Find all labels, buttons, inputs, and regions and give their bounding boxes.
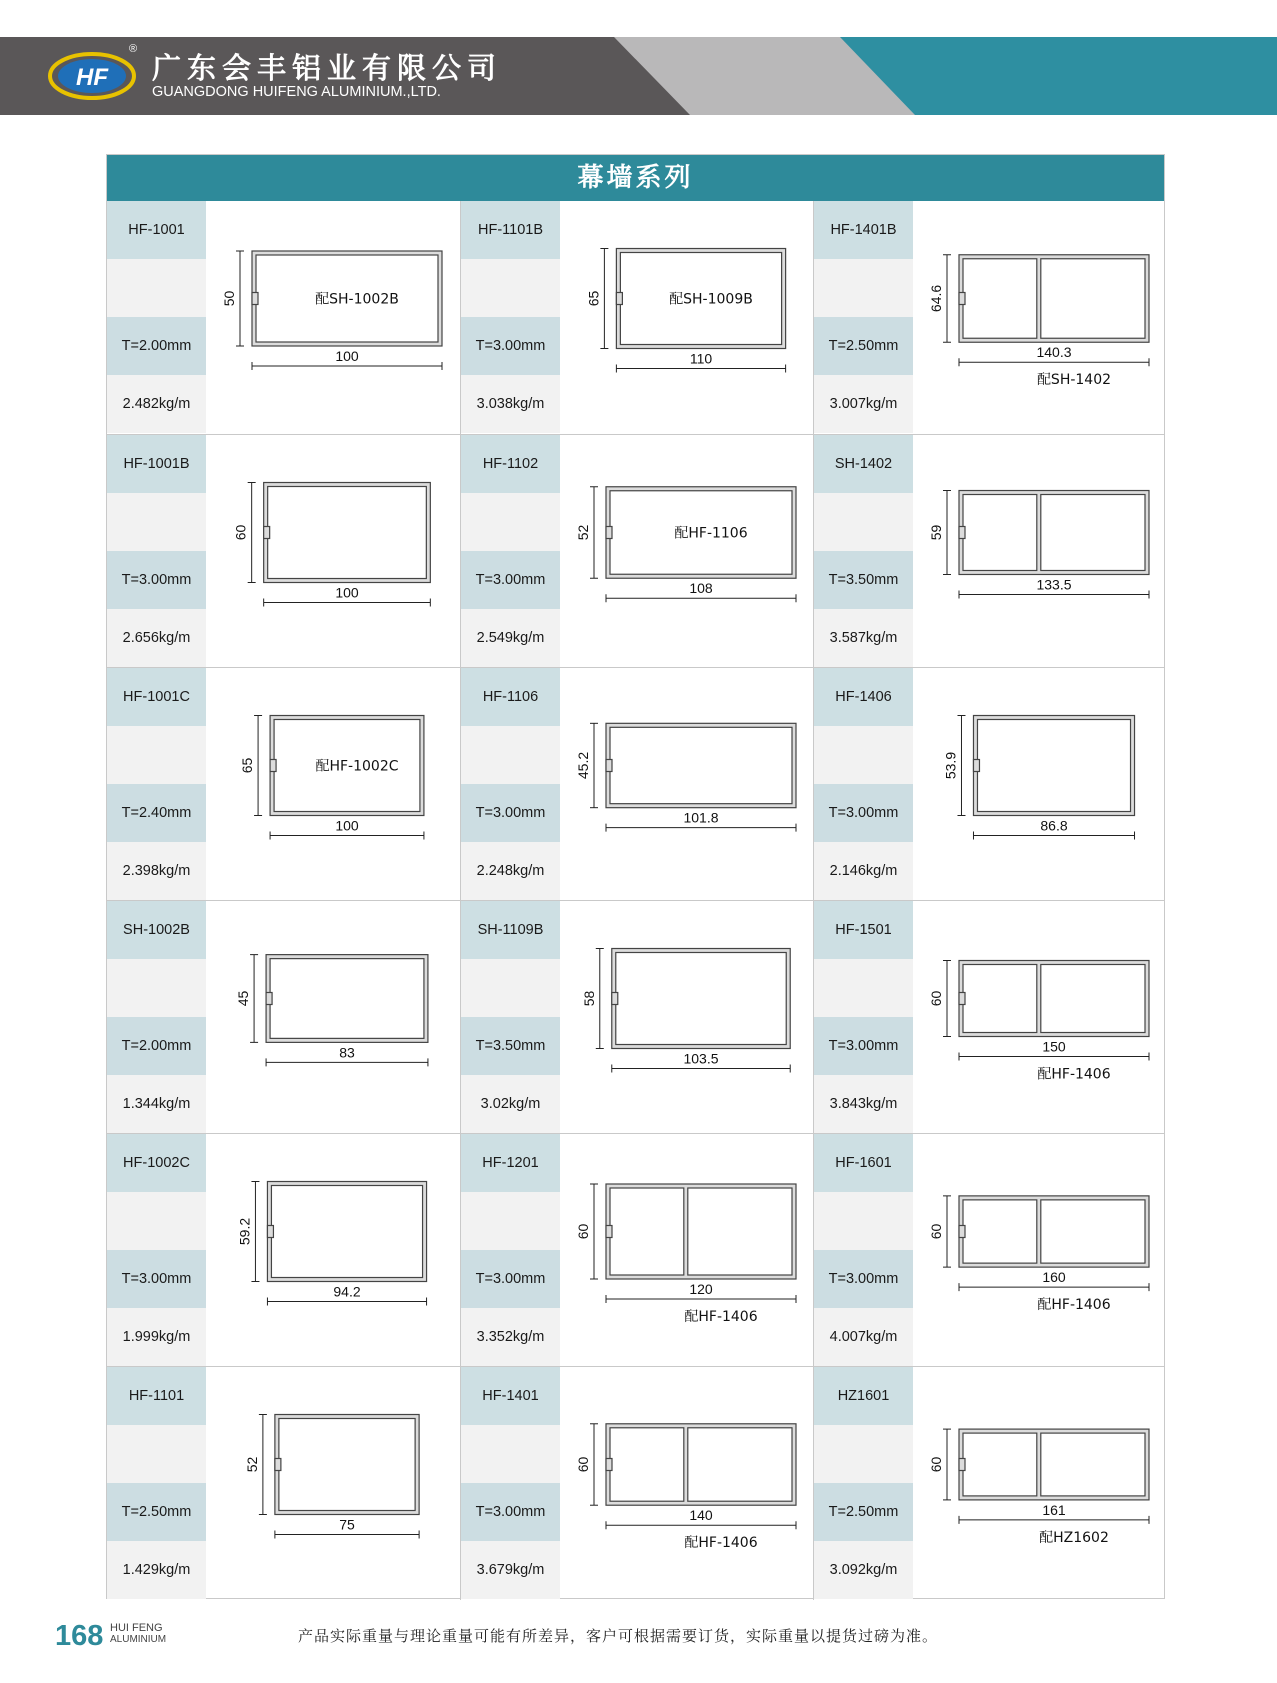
profile-drawing xyxy=(560,201,813,434)
product-code: HF-1001 xyxy=(107,201,206,259)
product-code: HZ1601 xyxy=(814,1367,913,1425)
catalog-row xyxy=(107,900,1164,1133)
width-dimension-label: 100 xyxy=(335,584,359,601)
catalog-row xyxy=(107,1133,1164,1366)
pairing-note: 配HF-1406 xyxy=(1037,1297,1111,1314)
profile-drawing xyxy=(560,1367,813,1600)
product-info xyxy=(814,668,913,901)
catalog-row xyxy=(107,667,1164,900)
product-info xyxy=(107,668,206,901)
height-dimension-label: 60 xyxy=(928,1223,944,1240)
width-dimension-label: 101.8 xyxy=(683,809,719,826)
info-spacer xyxy=(107,493,206,551)
product-weight: 3.843kg/m xyxy=(814,1075,913,1133)
profile-drawing xyxy=(560,1134,813,1367)
product-weight: 3.352kg/m xyxy=(461,1308,560,1366)
product-weight: 2.549kg/m xyxy=(461,609,560,667)
profile-drawing-svg xyxy=(913,668,1166,901)
profile-drawing xyxy=(206,1367,459,1600)
product-info xyxy=(814,1134,913,1367)
info-spacer xyxy=(814,726,913,784)
profile-drawing xyxy=(206,1134,459,1367)
pairing-note: 配SH-1402 xyxy=(1036,372,1112,389)
profile-chamber xyxy=(610,1428,684,1501)
footer-brand-line1: HUI FENG xyxy=(110,1622,163,1634)
height-dimension-label: 58 xyxy=(580,990,597,1007)
info-spacer xyxy=(461,959,560,1017)
profile-notch xyxy=(266,993,272,1005)
profile-drawing-svg xyxy=(913,901,1166,1134)
profile-notch xyxy=(275,1459,281,1471)
product-weight: 2.656kg/m xyxy=(107,609,206,667)
product-thickness: T=2.40mm xyxy=(107,784,206,842)
profile-notch xyxy=(606,760,612,772)
product-cell xyxy=(813,901,1166,1134)
product-cell xyxy=(813,435,1166,668)
product-cell xyxy=(460,201,813,434)
info-spacer xyxy=(461,1192,560,1250)
height-dimension-label: 60 xyxy=(928,990,944,1007)
product-weight: 1.344kg/m xyxy=(107,1075,206,1133)
product-weight: 2.146kg/m xyxy=(814,842,913,900)
product-cell xyxy=(107,901,459,1134)
product-thickness: T=2.50mm xyxy=(814,1483,913,1541)
profile-drawing-svg xyxy=(560,1134,813,1367)
profile-chamber xyxy=(963,1433,1037,1496)
height-dimension-label: 60 xyxy=(575,1456,591,1473)
info-spacer xyxy=(461,259,560,317)
profile-notch xyxy=(959,1459,965,1471)
product-info xyxy=(461,1134,560,1367)
width-dimension-label: 75 xyxy=(339,1516,355,1533)
product-info xyxy=(461,201,560,434)
height-dimension-label: 60 xyxy=(928,1456,944,1473)
product-thickness: T=3.00mm xyxy=(461,551,560,609)
width-dimension-label: 94.2 xyxy=(333,1283,361,1300)
footer-disclaimer: 产品实际重量与理论重量可能有所差异，客户可根据需要订货，实际重量以提货过磅为准。 xyxy=(298,1627,939,1645)
catalog-row xyxy=(107,1366,1164,1599)
height-dimension-label: 65 xyxy=(585,290,602,307)
profile-drawing-svg xyxy=(206,1367,459,1600)
catalog-row xyxy=(107,201,1164,434)
product-thickness: T=3.00mm xyxy=(814,1250,913,1308)
profile-chamber xyxy=(1041,495,1145,571)
profile-drawing xyxy=(206,668,459,901)
product-thickness: T=2.50mm xyxy=(814,317,913,375)
product-cell xyxy=(460,901,813,1134)
product-thickness: T=3.00mm xyxy=(107,551,206,609)
product-code: HF-1101B xyxy=(461,201,560,259)
height-dimension-label: 60 xyxy=(575,1223,591,1240)
width-dimension-label: 120 xyxy=(689,1281,713,1297)
profile-notch xyxy=(959,527,965,539)
profile-notch xyxy=(612,993,618,1005)
profile-chamber xyxy=(963,259,1037,338)
product-info xyxy=(814,435,913,668)
width-dimension-label: 100 xyxy=(335,348,359,364)
product-thickness: T=3.00mm xyxy=(461,1483,560,1541)
profile-drawing xyxy=(560,901,813,1134)
profile-chamber xyxy=(610,727,792,803)
profile-drawing-svg xyxy=(560,435,813,668)
profile-drawing-svg xyxy=(560,668,813,901)
width-dimension-label: 103.5 xyxy=(683,1050,719,1067)
profile-drawing-svg xyxy=(913,1134,1166,1367)
info-spacer xyxy=(814,259,913,317)
profile-drawing xyxy=(560,435,813,668)
catalog-row xyxy=(107,434,1164,667)
product-info xyxy=(107,1367,206,1600)
product-info xyxy=(107,435,206,668)
pairing-note: 配SH-1002B xyxy=(315,291,399,308)
info-spacer xyxy=(814,1425,913,1483)
profile-chamber xyxy=(279,1419,415,1511)
product-cell xyxy=(107,1367,459,1600)
profile-notch xyxy=(252,293,258,305)
width-dimension-label: 133.5 xyxy=(1036,576,1072,593)
profile-drawing xyxy=(206,435,459,668)
profile-drawing-svg xyxy=(206,1134,459,1367)
info-spacer xyxy=(107,1192,206,1250)
product-thickness: T=2.00mm xyxy=(107,317,206,375)
product-cell xyxy=(107,201,459,434)
product-code: HF-1601 xyxy=(814,1134,913,1192)
product-info xyxy=(107,201,206,434)
profile-drawing xyxy=(206,901,459,1134)
profile-notch xyxy=(959,293,965,305)
info-spacer xyxy=(461,1425,560,1483)
profile-drawing-svg xyxy=(560,901,813,1134)
product-code: SH-1109B xyxy=(461,901,560,959)
product-thickness: T=2.50mm xyxy=(107,1483,206,1541)
product-code: HF-1401B xyxy=(814,201,913,259)
profile-drawing-svg xyxy=(560,201,813,434)
profile-chamber xyxy=(610,1188,684,1275)
profile-chamber xyxy=(271,1186,422,1278)
company-name-cn: 广东会丰铝业有限公司 xyxy=(152,51,503,85)
profile-notch xyxy=(973,760,979,772)
info-spacer xyxy=(461,726,560,784)
info-spacer xyxy=(107,726,206,784)
profile-drawing xyxy=(913,901,1166,1134)
profile-notch xyxy=(959,1226,965,1238)
profile-notch xyxy=(267,1226,273,1238)
logo-text: HF xyxy=(76,64,108,91)
product-code: HF-1406 xyxy=(814,668,913,726)
profile-chamber xyxy=(688,1188,792,1275)
width-dimension-label: 150 xyxy=(1042,1038,1066,1055)
profile-drawing-svg xyxy=(206,668,459,901)
profile-chamber xyxy=(268,487,427,579)
product-weight: 3.038kg/m xyxy=(461,375,560,433)
profile-notch xyxy=(270,760,276,772)
profile-drawing-svg xyxy=(206,435,459,668)
pairing-note: 配HF-1406 xyxy=(684,1535,758,1552)
height-dimension-label: 52 xyxy=(575,524,591,541)
company-name-en: GUANGDONG HUIFENG ALUMINIUM.,LTD. xyxy=(152,84,441,100)
product-grid xyxy=(107,201,1164,1599)
product-cell xyxy=(107,435,459,668)
product-cell xyxy=(813,201,1166,434)
product-weight: 1.999kg/m xyxy=(107,1308,206,1366)
height-dimension-label: 59 xyxy=(928,524,944,541)
product-cell xyxy=(813,668,1166,901)
profile-chamber xyxy=(963,1200,1037,1263)
height-dimension-label: 64.6 xyxy=(928,284,944,313)
profile-chamber xyxy=(1041,1200,1145,1263)
height-dimension-label: 60 xyxy=(232,524,249,541)
product-code: HF-1201 xyxy=(461,1134,560,1192)
width-dimension-label: 140 xyxy=(689,1507,713,1524)
product-cell xyxy=(107,668,459,901)
product-code: SH-1002B xyxy=(107,901,206,959)
profile-drawing xyxy=(913,668,1166,901)
product-code: SH-1402 xyxy=(814,435,913,493)
profile-notch xyxy=(264,527,270,539)
product-weight: 2.398kg/m xyxy=(107,842,206,900)
profile-drawing xyxy=(206,201,459,434)
product-info xyxy=(461,901,560,1134)
profile-chamber xyxy=(616,953,786,1045)
width-dimension-label: 86.8 xyxy=(1040,817,1068,834)
profile-drawing xyxy=(913,435,1166,668)
profile-notch xyxy=(606,1459,612,1471)
profile-notch xyxy=(959,993,965,1005)
info-spacer xyxy=(461,493,560,551)
profile-notch xyxy=(606,1226,612,1238)
pairing-note: 配SH-1009B xyxy=(669,291,753,308)
profile-drawing xyxy=(913,1367,1166,1600)
product-code: HF-1501 xyxy=(814,901,913,959)
product-thickness: T=2.00mm xyxy=(107,1017,206,1075)
product-code: HF-1001C xyxy=(107,668,206,726)
profile-chamber xyxy=(963,965,1037,1033)
product-code: HF-1001B xyxy=(107,435,206,493)
height-dimension-label: 45.2 xyxy=(575,751,591,780)
profile-notch xyxy=(616,293,622,305)
product-code: HF-1101 xyxy=(107,1367,206,1425)
product-cell xyxy=(813,1367,1166,1600)
product-thickness: T=3.50mm xyxy=(461,1017,560,1075)
product-code: HF-1102 xyxy=(461,435,560,493)
profile-drawing-svg xyxy=(206,201,459,434)
profile-drawing-svg xyxy=(913,435,1166,668)
width-dimension-label: 161 xyxy=(1042,1501,1066,1518)
height-dimension-label: 52 xyxy=(243,1456,260,1473)
product-weight: 3.007kg/m xyxy=(814,375,913,433)
width-dimension-label: 140.3 xyxy=(1036,344,1072,361)
product-info xyxy=(461,435,560,668)
product-cell xyxy=(107,1134,459,1367)
info-spacer xyxy=(107,1425,206,1483)
profile-chamber xyxy=(688,1428,792,1501)
profile-drawing xyxy=(913,1134,1166,1367)
profile-drawing-svg xyxy=(913,1367,1166,1600)
profile-chamber xyxy=(1041,259,1145,338)
profile-chamber xyxy=(963,495,1037,571)
product-thickness: T=3.00mm xyxy=(814,1017,913,1075)
product-thickness: T=3.00mm xyxy=(814,784,913,842)
product-weight: 1.429kg/m xyxy=(107,1541,206,1599)
profile-drawing xyxy=(560,668,813,901)
product-info xyxy=(814,901,913,1134)
width-dimension-label: 83 xyxy=(339,1044,355,1061)
product-code: HF-1401 xyxy=(461,1367,560,1425)
product-weight: 3.092kg/m xyxy=(814,1541,913,1599)
product-weight: 3.02kg/m xyxy=(461,1075,560,1133)
product-thickness: T=3.00mm xyxy=(461,784,560,842)
pairing-note: 配HF-1106 xyxy=(674,525,748,542)
product-weight: 3.679kg/m xyxy=(461,1541,560,1599)
profile-notch xyxy=(606,527,612,539)
product-cell xyxy=(460,435,813,668)
profile-chamber xyxy=(270,959,424,1039)
product-thickness: T=3.00mm xyxy=(107,1250,206,1308)
profile-chamber xyxy=(977,720,1130,812)
product-cell xyxy=(460,1367,813,1600)
product-cell xyxy=(813,1134,1166,1367)
product-thickness: T=3.00mm xyxy=(461,1250,560,1308)
width-dimension-label: 100 xyxy=(335,817,359,834)
product-info xyxy=(814,201,913,434)
product-info xyxy=(107,1134,206,1367)
pairing-note: 配HF-1406 xyxy=(1037,1066,1111,1083)
product-weight: 2.248kg/m xyxy=(461,842,560,900)
info-spacer xyxy=(814,959,913,1017)
product-catalog xyxy=(106,154,1165,1599)
product-weight: 3.587kg/m xyxy=(814,609,913,667)
height-dimension-label: 65 xyxy=(239,757,256,774)
height-dimension-label: 45 xyxy=(235,990,252,1007)
product-thickness: T=3.50mm xyxy=(814,551,913,609)
product-code: HF-1106 xyxy=(461,668,560,726)
product-cell xyxy=(460,1134,813,1367)
product-code: HF-1002C xyxy=(107,1134,206,1192)
product-info xyxy=(461,668,560,901)
height-dimension-label: 59.2 xyxy=(236,1217,253,1246)
width-dimension-label: 108 xyxy=(689,580,713,597)
pairing-note: 配HF-1406 xyxy=(684,1309,758,1325)
profile-chamber xyxy=(1041,965,1145,1033)
company-logo-icon xyxy=(46,48,142,104)
product-cell xyxy=(460,668,813,901)
info-spacer xyxy=(814,1192,913,1250)
info-spacer xyxy=(107,259,206,317)
info-spacer xyxy=(814,493,913,551)
width-dimension-label: 110 xyxy=(689,350,713,367)
product-info xyxy=(107,901,206,1134)
pairing-note: 配HZ1602 xyxy=(1039,1529,1109,1546)
registered-mark: ® xyxy=(129,43,138,55)
profile-drawing-svg xyxy=(206,901,459,1134)
product-thickness: T=3.00mm xyxy=(461,317,560,375)
product-weight: 2.482kg/m xyxy=(107,375,206,433)
pairing-note: 配HF-1002C xyxy=(315,758,399,775)
height-dimension-label: 50 xyxy=(221,290,237,307)
product-info xyxy=(461,1367,560,1600)
profile-drawing-svg xyxy=(560,1367,813,1600)
info-spacer xyxy=(107,959,206,1017)
height-dimension-label: 53.9 xyxy=(942,751,959,780)
product-weight: 4.007kg/m xyxy=(814,1308,913,1366)
catalog-title: 幕墙系列 xyxy=(107,155,1164,201)
profile-drawing-svg xyxy=(913,201,1166,434)
footer-brand-line2: ALUMINIUM xyxy=(110,1634,167,1645)
profile-drawing xyxy=(913,201,1166,434)
profile-chamber xyxy=(1041,1433,1145,1496)
product-info xyxy=(814,1367,913,1600)
page-number: 168 xyxy=(55,1620,104,1652)
width-dimension-label: 160 xyxy=(1042,1269,1066,1286)
